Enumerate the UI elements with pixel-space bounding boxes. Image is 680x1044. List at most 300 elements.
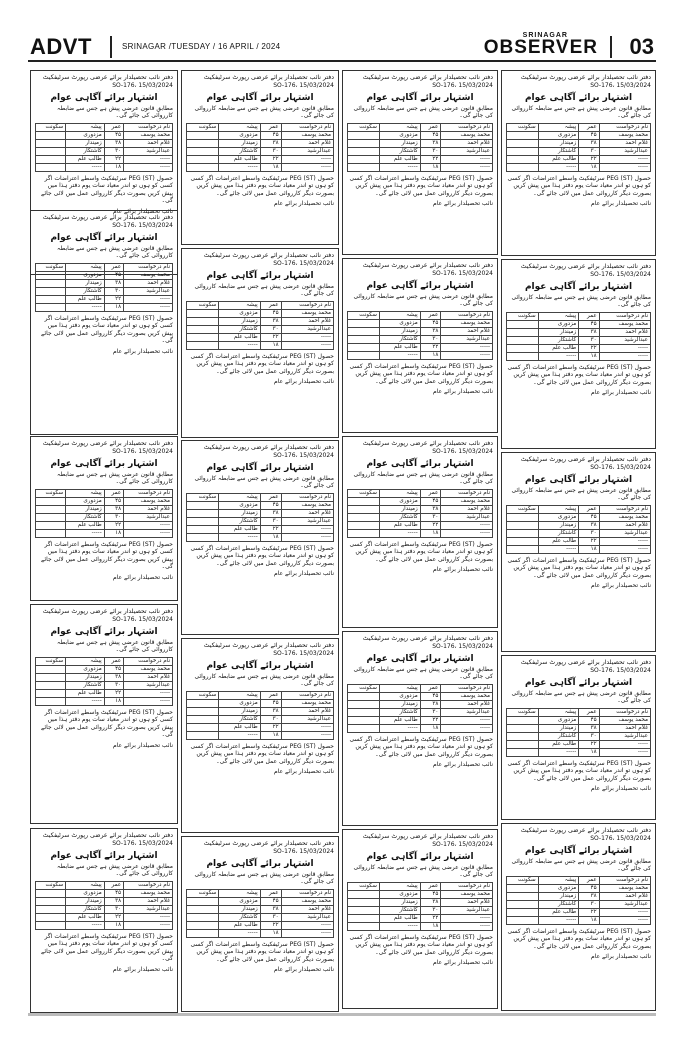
table-cell: عبدالرشید bbox=[599, 529, 650, 537]
table-cell: ۲۲ bbox=[104, 689, 123, 697]
table-cell: محمد یوسف bbox=[441, 692, 493, 700]
table-row bbox=[187, 325, 334, 333]
notice-objection-text: حصول (PEG (ST سرٹیفکیٹ واسطے اعتراضات اگر کسی کو ہوں تو اندر معیاد سات یوم دفتر ہذا میں پیش کریں بصورت دیگر کارروائی عمل میں لائی جائے گی۔ bbox=[507, 174, 651, 197]
notice-office: دفتر نائب تحصیلدار برائے عرضی رپورٹ سرٹیفکیٹ bbox=[42, 74, 173, 81]
table-row bbox=[348, 155, 493, 163]
table-cell: ----- bbox=[441, 351, 493, 359]
notice-signature: نائب تحصیلدار برائے عام bbox=[113, 207, 173, 215]
table-header: سکونت bbox=[507, 876, 539, 884]
table-cell: عبدالرشید bbox=[281, 147, 333, 155]
table-cell: غلام احمد bbox=[599, 328, 650, 336]
notice-order: 15/03/2024 ،SO-176 bbox=[112, 222, 173, 229]
table-header-row bbox=[187, 889, 334, 897]
table-cell bbox=[187, 341, 219, 349]
table-cell: ۳۰ bbox=[420, 335, 441, 343]
table-header: عمر bbox=[579, 876, 599, 884]
table-cell: ۳۸ bbox=[104, 897, 123, 905]
table-row bbox=[507, 537, 651, 545]
table-cell: ----- bbox=[124, 529, 173, 537]
table-cell: محمد یوسف bbox=[599, 716, 650, 724]
table-header: سکونت bbox=[348, 489, 380, 497]
notice-title: اشتہار برائے آگاہی عوام bbox=[206, 92, 314, 103]
table-cell: مزدوری bbox=[66, 889, 105, 897]
table-cell bbox=[36, 673, 66, 681]
table-header-row bbox=[187, 493, 334, 501]
table-row bbox=[348, 147, 493, 155]
notice-order: 15/03/2024 ،SO-176 bbox=[273, 260, 334, 267]
table-cell: محمد یوسف bbox=[281, 131, 333, 139]
table-row bbox=[187, 723, 334, 731]
table-cell: مزدوری bbox=[219, 501, 260, 509]
table-cell: ۱۸ bbox=[420, 351, 441, 359]
table-cell bbox=[36, 905, 66, 913]
table-header: نام درخواست bbox=[441, 882, 493, 890]
table-cell bbox=[348, 131, 380, 139]
table-cell: غلام احمد bbox=[124, 279, 173, 287]
table-cell: ۳۸ bbox=[420, 700, 441, 708]
table-row bbox=[348, 351, 493, 359]
notice-signature: نائب تحصیلدار برائے عام bbox=[274, 966, 334, 973]
table-cell bbox=[507, 521, 539, 529]
notice-office: دفتر نائب تحصیلدار برائے عرضی رپورٹ سرٹیفکیٹ bbox=[362, 440, 493, 447]
table-cell bbox=[187, 921, 219, 929]
table-row bbox=[507, 155, 651, 163]
applicant-table bbox=[506, 123, 651, 172]
table-cell bbox=[36, 505, 66, 513]
table-cell: ۱۸ bbox=[104, 163, 123, 171]
notice-objection-text: حصول (PEG (ST سرٹیفکیٹ واسطے اعتراضات اگر کسی کو ہوں تو اندر معیاد سات یوم دفتر ہذا میں پیش کریں بصورت دیگر کارروائی عمل میں لائی جائے گی۔ bbox=[349, 735, 493, 758]
table-cell: زمیندار bbox=[379, 898, 420, 906]
table-cell: عبدالرشید bbox=[599, 900, 650, 908]
table-cell bbox=[187, 155, 219, 163]
table-header: عمر bbox=[260, 301, 281, 309]
table-cell bbox=[507, 344, 539, 352]
applicant-table bbox=[347, 684, 493, 733]
table-cell: غلام احمد bbox=[441, 700, 493, 708]
table-header: سکونت bbox=[36, 657, 66, 665]
table-row bbox=[348, 505, 493, 513]
table-cell: کاشتکار bbox=[66, 287, 105, 295]
notice-title: اشتہار برائے آگاہی عوام bbox=[524, 474, 633, 485]
table-cell bbox=[348, 513, 380, 521]
table-cell: ۳۰ bbox=[260, 715, 281, 723]
notice-office: دفتر نائب تحصیلدار برائے عرضی رپورٹ سرٹیفکیٹ bbox=[520, 827, 651, 834]
table-cell: ----- bbox=[441, 155, 493, 163]
table-cell bbox=[507, 545, 539, 553]
table-header-row bbox=[507, 876, 651, 884]
table-cell: مزدوری bbox=[219, 699, 260, 707]
table-row bbox=[36, 131, 173, 139]
table-header: پیشہ bbox=[219, 493, 260, 501]
table-header: نام درخواست bbox=[599, 123, 650, 131]
table-cell: ۱۸ bbox=[579, 352, 599, 360]
table-cell: ----- bbox=[538, 916, 579, 924]
table-cell: محمد یوسف bbox=[124, 497, 173, 505]
table-cell: ۴۵ bbox=[260, 131, 281, 139]
table-header: سکونت bbox=[36, 881, 66, 889]
table-cell: طالب علم bbox=[66, 155, 105, 163]
advertisement-notice bbox=[501, 452, 656, 652]
table-cell: طالب علم bbox=[219, 921, 260, 929]
table-cell: غلام احمد bbox=[281, 707, 333, 715]
table-cell bbox=[36, 131, 66, 139]
table-cell bbox=[36, 497, 66, 505]
table-cell: کاشتکار bbox=[66, 905, 105, 913]
table-header: نام درخواست bbox=[441, 311, 493, 319]
table-cell: مزدوری bbox=[379, 890, 420, 898]
notice-title: اشتہار برائے آگاہی عوام bbox=[366, 458, 474, 469]
table-header: پیشہ bbox=[66, 263, 105, 271]
table-cell bbox=[187, 139, 219, 147]
notice-office: دفتر نائب تحصیلدار برائے عرضی رپورٹ سرٹیفکیٹ bbox=[520, 74, 651, 81]
notice-office: دفتر نائب تحصیلدار برائے عرضی رپورٹ سرٹیفکیٹ bbox=[362, 74, 493, 81]
table-row bbox=[507, 513, 651, 521]
table-cell: ۴۵ bbox=[579, 513, 599, 521]
table-cell: عبدالرشید bbox=[441, 335, 493, 343]
table-header: عمر bbox=[579, 123, 599, 131]
table-row bbox=[348, 692, 493, 700]
table-cell: ----- bbox=[281, 341, 333, 349]
notice-signature: نائب تحصیلدار برائے عام bbox=[591, 582, 651, 589]
table-cell: محمد یوسف bbox=[281, 309, 333, 317]
table-cell bbox=[187, 317, 219, 325]
table-cell bbox=[187, 333, 219, 341]
table-header: عمر bbox=[260, 691, 281, 699]
notice-body: مطابق قانون عرضی پیش ہے جس سے ضابطہ کارروائی کی جائے گی۔ bbox=[194, 672, 334, 687]
table-cell bbox=[187, 325, 219, 333]
table-header-row bbox=[36, 123, 173, 131]
table-cell bbox=[187, 723, 219, 731]
table-cell: ----- bbox=[599, 344, 650, 352]
table-cell: عبدالرشید bbox=[281, 715, 333, 723]
table-cell: ۲۲ bbox=[104, 155, 123, 163]
table-cell: ----- bbox=[66, 921, 105, 929]
table-cell: ----- bbox=[441, 724, 493, 732]
table-cell bbox=[36, 147, 66, 155]
table-cell: غلام احمد bbox=[441, 898, 493, 906]
table-cell: ۴۵ bbox=[104, 889, 123, 897]
table-header: عمر bbox=[104, 123, 123, 131]
table-cell: ۳۸ bbox=[579, 328, 599, 336]
table-cell: ----- bbox=[219, 731, 260, 739]
table-cell: ----- bbox=[379, 922, 420, 930]
table-row bbox=[36, 271, 173, 279]
table-header: نام درخواست bbox=[441, 684, 493, 692]
table-cell: محمد یوسف bbox=[599, 884, 650, 892]
table-cell: ----- bbox=[441, 716, 493, 724]
notice-title: اشتہار برائے آگاہی عوام bbox=[524, 845, 633, 856]
table-cell: زمیندار bbox=[538, 892, 579, 900]
table-cell: ۳۰ bbox=[579, 732, 599, 740]
table-row bbox=[187, 897, 334, 905]
table-cell: کاشتکار bbox=[538, 147, 579, 155]
table-row bbox=[348, 335, 493, 343]
table-cell: غلام احمد bbox=[124, 505, 173, 513]
notice-objection-text: حصول (PEG (ST سرٹیفکیٹ واسطے اعتراضات اگر کسی کو ہوں تو اندر معیاد سات یوم دفتر ہذا میں پیش کریں بصورت دیگر کارروائی عمل میں لائی جائے گی۔ bbox=[41, 540, 173, 570]
table-cell bbox=[507, 884, 539, 892]
header-divider bbox=[610, 36, 612, 58]
table-cell: طالب علم bbox=[66, 295, 105, 303]
notice-body: مطابق قانون عرضی پیش ہے جس سے ضابطہ کارروائی کی جائے گی۔ bbox=[57, 638, 173, 653]
notice-signature: نائب تحصیلدار برائے عام bbox=[113, 965, 173, 973]
applicant-table bbox=[186, 889, 334, 938]
table-header-row bbox=[507, 708, 651, 716]
table-cell: ۱۸ bbox=[420, 529, 441, 537]
table-cell: مزدوری bbox=[538, 131, 579, 139]
table-row bbox=[187, 155, 334, 163]
table-cell: ۴۵ bbox=[420, 692, 441, 700]
table-cell bbox=[507, 748, 539, 756]
applicant-table bbox=[35, 489, 173, 538]
notice-office: دفتر نائب تحصیلدار برائے عرضی رپورٹ سرٹیفکیٹ bbox=[203, 840, 334, 847]
table-cell: عبدالرشید bbox=[599, 147, 650, 155]
table-cell: ۳۸ bbox=[420, 139, 441, 147]
table-row bbox=[348, 890, 493, 898]
table-row bbox=[507, 740, 651, 748]
table-cell: ۴۵ bbox=[104, 665, 123, 673]
notice-objection-text: حصول (PEG (ST سرٹیفکیٹ واسطے اعتراضات اگر کسی کو ہوں تو اندر معیاد سات یوم دفتر ہذا میں پیش کریں بصورت دیگر کارروائی عمل میں لائی جائے گی۔ bbox=[349, 540, 493, 563]
table-row bbox=[36, 921, 173, 929]
notice-title: اشتہار برائے آگاہی عوام bbox=[524, 92, 633, 103]
table-cell: ۱۸ bbox=[579, 545, 599, 553]
table-cell: ----- bbox=[124, 921, 173, 929]
table-row bbox=[187, 341, 334, 349]
notice-office: دفتر نائب تحصیلدار برائے عرضی رپورٹ سرٹیفکیٹ bbox=[203, 444, 334, 451]
table-cell: ۱۸ bbox=[579, 163, 599, 171]
table-cell bbox=[187, 163, 219, 171]
table-cell: عبدالرشید bbox=[124, 905, 173, 913]
table-row bbox=[36, 147, 173, 155]
table-cell: کاشتکار bbox=[379, 906, 420, 914]
table-cell: طالب علم bbox=[219, 333, 260, 341]
table-cell bbox=[507, 513, 539, 521]
table-cell: کاشتکار bbox=[219, 715, 260, 723]
table-cell bbox=[36, 163, 66, 171]
table-header: پیشہ bbox=[66, 881, 105, 889]
table-row bbox=[507, 328, 651, 336]
table-header-row bbox=[348, 489, 493, 497]
table-row bbox=[36, 497, 173, 505]
table-cell: ۲۲ bbox=[579, 155, 599, 163]
table-cell: ----- bbox=[538, 545, 579, 553]
table-header: پیشہ bbox=[538, 505, 579, 513]
table-header: پیشہ bbox=[538, 123, 579, 131]
table-header: نام درخواست bbox=[124, 881, 173, 889]
notice-title: اشتہار برائے آگاہی عوام bbox=[50, 626, 158, 637]
notice-objection-text: حصول (PEG (ST سرٹیفکیٹ واسطے اعتراضات اگر کسی کو ہوں تو اندر معیاد سات یوم دفتر ہذا میں پیش کریں بصورت دیگر کارروائی عمل میں لائی جائے گی۔ bbox=[349, 362, 493, 385]
table-header-row bbox=[507, 123, 651, 131]
table-row bbox=[187, 139, 334, 147]
table-header-row bbox=[36, 881, 173, 889]
table-row bbox=[507, 748, 651, 756]
notice-order: 15/03/2024 ،SO-176 bbox=[273, 82, 334, 89]
table-cell bbox=[348, 708, 380, 716]
notice-office: دفتر نائب تحصیلدار برائے عرضی رپورٹ سرٹیفکیٹ bbox=[520, 659, 651, 666]
notice-objection-text: حصول (PEG (ST سرٹیفکیٹ واسطے اعتراضات اگر کسی کو ہوں تو اندر معیاد سات یوم دفتر ہذا میں پیش کریں بصورت دیگر کارروائی عمل میں لائی جائے گی۔ bbox=[507, 363, 651, 386]
table-cell bbox=[36, 139, 66, 147]
table-cell: ۳۰ bbox=[579, 529, 599, 537]
table-cell: کاشتکار bbox=[538, 732, 579, 740]
table-cell: ----- bbox=[124, 295, 173, 303]
table-cell bbox=[36, 913, 66, 921]
table-row bbox=[187, 333, 334, 341]
table-header: سکونت bbox=[507, 708, 539, 716]
table-cell: غلام احمد bbox=[441, 139, 493, 147]
table-header: نام درخواست bbox=[281, 691, 333, 699]
table-cell: ----- bbox=[219, 533, 260, 541]
table-row bbox=[36, 673, 173, 681]
table-header: نام درخواست bbox=[124, 657, 173, 665]
table-cell: طالب علم bbox=[538, 344, 579, 352]
advertisement-notice bbox=[181, 248, 339, 438]
table-cell: ۲۲ bbox=[260, 525, 281, 533]
table-cell: ----- bbox=[124, 913, 173, 921]
table-cell bbox=[507, 336, 539, 344]
table-cell bbox=[348, 343, 380, 351]
table-cell: ----- bbox=[441, 343, 493, 351]
table-cell: محمد یوسف bbox=[281, 699, 333, 707]
table-header: پیشہ bbox=[379, 123, 420, 131]
table-header: عمر bbox=[579, 708, 599, 716]
notice-body: مطابق قانون عرضی پیش ہے جس سے ضابطہ کارروائی کی جائے گی۔ bbox=[511, 293, 651, 308]
table-cell: ----- bbox=[441, 529, 493, 537]
table-header: نام درخواست bbox=[281, 889, 333, 897]
table-cell: ۳۸ bbox=[579, 139, 599, 147]
table-header: عمر bbox=[104, 489, 123, 497]
table-cell: طالب علم bbox=[219, 723, 260, 731]
table-cell: مزدوری bbox=[538, 320, 579, 328]
table-cell bbox=[187, 929, 219, 937]
table-cell: غلام احمد bbox=[281, 905, 333, 913]
table-cell bbox=[348, 906, 380, 914]
table-cell: ۲۲ bbox=[579, 537, 599, 545]
table-header: سکونت bbox=[36, 489, 66, 497]
table-cell: ----- bbox=[281, 921, 333, 929]
table-cell: ۱۸ bbox=[579, 916, 599, 924]
table-cell bbox=[348, 163, 380, 171]
table-row bbox=[36, 905, 173, 913]
table-header: سکونت bbox=[187, 493, 219, 501]
table-cell: مزدوری bbox=[538, 884, 579, 892]
table-cell: ----- bbox=[124, 155, 173, 163]
table-cell bbox=[507, 740, 539, 748]
table-cell bbox=[187, 715, 219, 723]
table-cell: مزدوری bbox=[538, 513, 579, 521]
table-row bbox=[507, 336, 651, 344]
advertisement-notice bbox=[181, 440, 339, 635]
table-cell bbox=[348, 319, 380, 327]
table-cell bbox=[507, 716, 539, 724]
applicant-table bbox=[35, 657, 173, 706]
advertisement-notice bbox=[501, 70, 656, 256]
table-header: عمر bbox=[260, 493, 281, 501]
table-cell bbox=[507, 163, 539, 171]
applicant-table bbox=[506, 312, 651, 361]
table-cell bbox=[36, 287, 66, 295]
table-cell: مزدوری bbox=[379, 131, 420, 139]
table-cell: کاشتکار bbox=[538, 900, 579, 908]
masthead-logo bbox=[484, 32, 598, 57]
table-cell: ۴۵ bbox=[104, 271, 123, 279]
notice-signature: نائب تحصیلدار برائے عام bbox=[591, 200, 651, 207]
applicant-table bbox=[35, 123, 173, 172]
table-cell: ----- bbox=[379, 529, 420, 537]
table-cell bbox=[187, 517, 219, 525]
advertisement-notice bbox=[181, 70, 339, 245]
table-cell: ----- bbox=[281, 155, 333, 163]
table-header: سکونت bbox=[507, 312, 539, 320]
table-cell: طالب علم bbox=[538, 537, 579, 545]
table-cell: ۳۰ bbox=[579, 336, 599, 344]
table-header: پیشہ bbox=[538, 312, 579, 320]
table-header: عمر bbox=[420, 489, 441, 497]
table-header: سکونت bbox=[36, 123, 66, 131]
notice-objection-text: حصول (PEG (ST سرٹیفکیٹ واسطے اعتراضات اگر کسی کو ہوں تو اندر معیاد سات یوم دفتر ہذا میں پیش کریں بصورت دیگر کارروائی عمل میں لائی جائے گی۔ bbox=[41, 708, 173, 738]
table-row bbox=[187, 147, 334, 155]
notice-order: 15/03/2024 ،SO-176 bbox=[273, 452, 334, 459]
table-header: سکونت bbox=[348, 882, 380, 890]
table-cell bbox=[507, 147, 539, 155]
notice-signature: نائب تحصیلدار برائے عام bbox=[274, 570, 334, 577]
table-cell: ----- bbox=[538, 352, 579, 360]
table-row bbox=[187, 533, 334, 541]
table-header: نام درخواست bbox=[281, 301, 333, 309]
notice-objection-text: حصول (PEG (ST سرٹیفکیٹ واسطے اعتراضات اگر کسی کو ہوں تو اندر معیاد سات یوم دفتر ہذا میں پیش کریں بصورت دیگر کارروائی عمل میں لائی جائے گی۔ bbox=[349, 933, 493, 956]
table-cell: ۳۰ bbox=[104, 513, 123, 521]
table-header-row bbox=[348, 684, 493, 692]
table-cell bbox=[507, 155, 539, 163]
table-cell: ۳۰ bbox=[260, 517, 281, 525]
table-header-row bbox=[187, 301, 334, 309]
table-cell: غلام احمد bbox=[599, 892, 650, 900]
table-cell: مزدوری bbox=[379, 692, 420, 700]
table-cell: ۳۸ bbox=[579, 521, 599, 529]
advertisement-notice bbox=[30, 207, 178, 435]
table-cell: غلام احمد bbox=[124, 897, 173, 905]
table-cell: طالب علم bbox=[66, 521, 105, 529]
masthead-title: OBSERVER bbox=[483, 37, 598, 58]
table-cell: ۲۲ bbox=[260, 723, 281, 731]
notice-signature: نائب تحصیلدار برائے عام bbox=[433, 959, 493, 966]
table-cell: ----- bbox=[281, 333, 333, 341]
notice-office: دفتر نائب تحصیلدار برائے عرضی رپورٹ سرٹیفکیٹ bbox=[42, 214, 173, 221]
table-cell bbox=[507, 908, 539, 916]
notice-title: اشتہار برائے آگاہی عوام bbox=[50, 458, 158, 469]
table-cell: زمیندار bbox=[379, 327, 420, 335]
table-cell: ۲۲ bbox=[420, 155, 441, 163]
table-cell: ۴۵ bbox=[260, 501, 281, 509]
table-cell: محمد یوسف bbox=[281, 501, 333, 509]
notice-signature: نائب تحصیلدار برائے عام bbox=[433, 200, 493, 207]
table-cell: ۱۸ bbox=[420, 724, 441, 732]
table-header: سکونت bbox=[187, 301, 219, 309]
table-cell: ----- bbox=[379, 724, 420, 732]
table-header: پیشہ bbox=[379, 489, 420, 497]
table-cell: ۳۸ bbox=[420, 327, 441, 335]
table-cell: ۳۸ bbox=[104, 673, 123, 681]
notice-title: اشتہار برائے آگاہی عوام bbox=[366, 280, 474, 291]
table-cell bbox=[187, 905, 219, 913]
table-cell: ۳۸ bbox=[579, 724, 599, 732]
table-cell: زمیندار bbox=[379, 700, 420, 708]
table-header: نام درخواست bbox=[599, 505, 650, 513]
table-row bbox=[348, 914, 493, 922]
table-cell: ۱۸ bbox=[260, 929, 281, 937]
table-header: عمر bbox=[420, 311, 441, 319]
table-cell: عبدالرشید bbox=[599, 336, 650, 344]
table-cell: ۲۲ bbox=[420, 343, 441, 351]
table-cell: ----- bbox=[219, 163, 260, 171]
